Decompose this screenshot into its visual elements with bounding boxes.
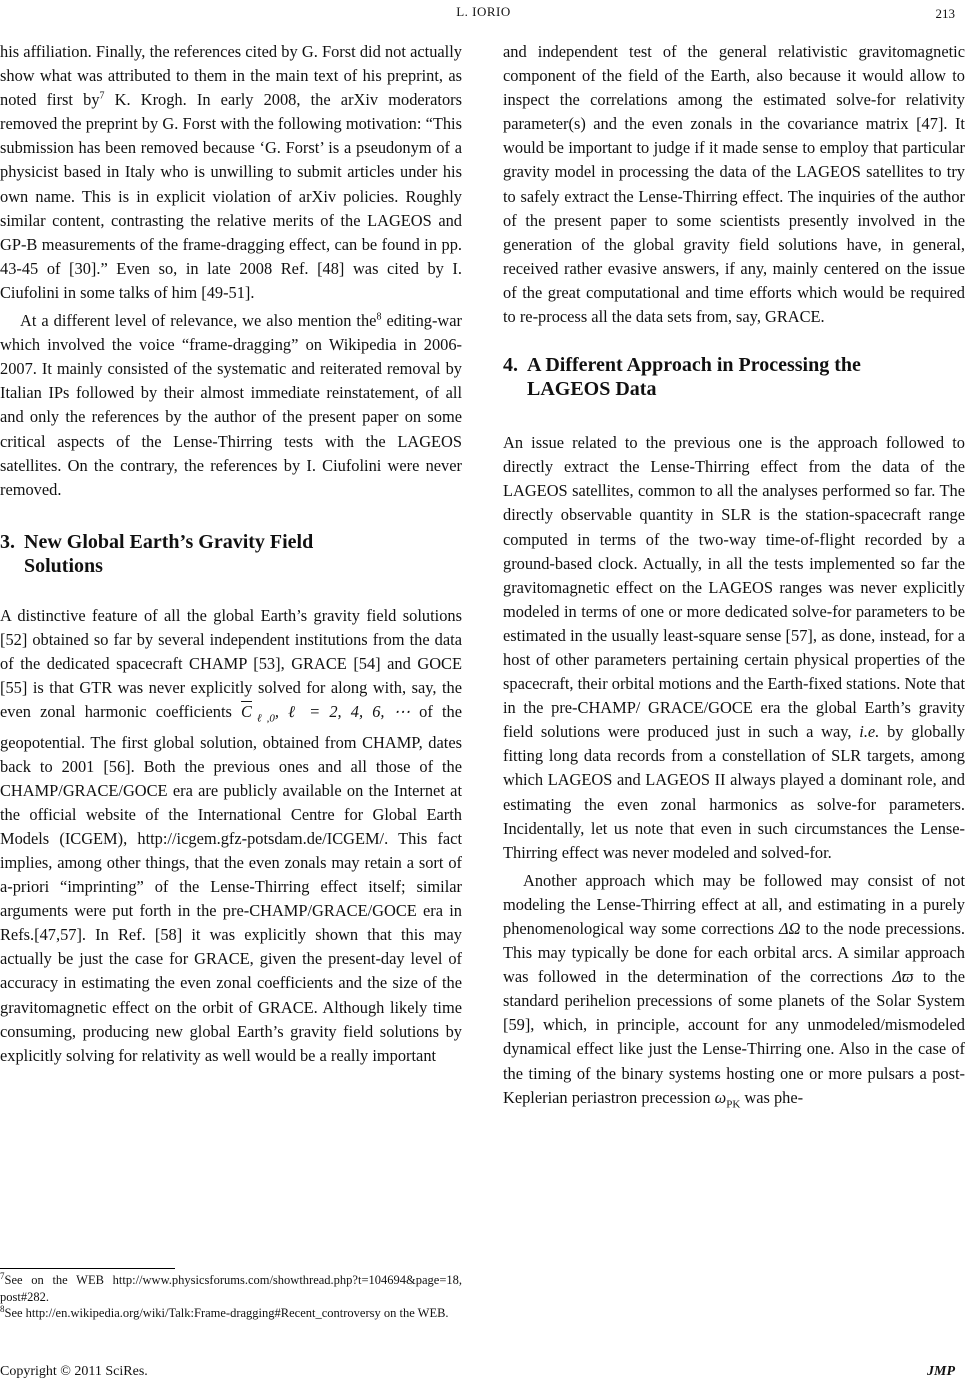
section-heading: 3. New Global Earth’s Gravity Field Solutions [0,530,314,577]
footnote-ref[interactable]: 8 [376,311,382,323]
paragraph: An issue related to the previous one is the approach followed to directly extract the Lense-Thirring effect from the data of the LAGEOS satellites, common to all the analyses performed so far. The directly observable quantity in SLR is the station-spacecraft range computed in terms of the two-way time-of-flight recorded by a ground-based clock. Actually, in all the tests implemented so far the gravitomagnetic effect on the LAGEOS ranges was never explicitly modeled in terms of one or more dedicated solve-for parameters to be estimated in the usually least-square sense [57], as done, instead, for a host of other parameters pertaining certain physical properties of the spacecraft, their orbital motions and the Earth-fixed stations. Note that in the pre-CHAMP/ GRACE/GOCE era the global Earth’s gravity field solutions were produced just in such a way, i.e. by globally fitting long data records from a constellation of SLR targets, among which LAGEOS and LAGEOS II always played a dominant role, and estimating the even zonal harmonics as solve-for parameters. Incidentally, let us note that even in such circumstances the Lense-Thirring effect was never modeled and solved-for. [503,433,965,862]
section-heading: 4. A Different Approach in Processing the LAGEOS Data [503,354,861,401]
paragraph: Another approach which may be followed may consist of not modeling the Lense-Thirring effect at all, and estimating in a purely phenomenological way some corrections ΔΩ to the node precessions. This may typically be done for each orbital arcs. A similar approach was followed in the determination of the corrections Δϖ to the standard perihelion precessions of some planets of the Solar System [59], which, in principle, account for any unmodeled/mismodeled dynamical effect like just the Lense-Thirring one. Also in the case of the timing of the binary systems hosting one or more pulsars a post-Keplerian periastron precession $\omega_{PK}$ was phe- [503,870,966,1110]
math-omega-pk: $\omega_{PK}$ [714,1087,741,1110]
paragraph: and independent test of the general relativistic gravitomagnetic component of the field of the Earth, also because it would allow to inspect the correlations among the estimated solve-for relativity parameter(s) and the even zonals in the covariance matrix [47]. It would be important to judge if it made sense to employ that particular gravity model in processing the data of the LAGEOS satellites to try to safely extract the Lense-Thirring effect. The inquiries of the author of the present paper to some scientists presently involved in the generation of the global gravity field solutions have, in general, received rather evasive answers, if any, mainly centered on the issue of the great computational and time efforts which would be required to re-process all the data sets from, say, GRACE. [503,42,965,327]
footnote-8: $^8$See http://en.wikipedia.org/wiki/Talk:Frame-dragging#Recent_controversy on the WEB. [0,1303,449,1320]
left-column [0,40,462,1068]
paragraph: his affiliation. Finally, the references cited by G. Forst did not actually show what was attributed to them in the main text of his preprint, as noted first $by^7$ K. Krogh. In early 2008, the arXiv moderators removed the preprint by G. Forst with the following motivation: “This submission has been removed because ‘G. Forst’ is a pseudonym of a physicist based in Italy who is unwilling to submit articles under his own name. This is in explicit violation of arXiv policies. Roughly similar content, contrasting the relative merits of the LAGEOS and GP-B measurements of the frame-dragging effect, can be found in pp. 43-45 of [30].” Even so, in late 2008 Ref. [48] was cited by I. Ciufolini in some talks of him [49-51]. [0,42,463,302]
running-head: L. IORIO [456,4,511,19]
footnote-7: $^7$See on the WEB http://www.physicsforums.com/showthread.php?t=104694&page=18, post#282. [0,1270,462,1304]
footnotes [0,1272,462,1322]
math-delta-varpi: Δϖ [892,967,914,987]
math-expression: $\overline{C}_{\ell,0}$, ℓ = 2, 4, 6, ⋯ [241,702,411,725]
footnote-ref[interactable]: 7 [99,90,105,102]
right-column [503,40,965,1116]
paragraph: At a different level of relevance, we also mention the$^8$ editing-war which involved the voice “frame-dragging” on Wikipedia in 2006-2007. It mainly consisted of the systematic and reiterated removal by Italian IPs followed by their almost immediate reinstatement, of all and only the references by the author of the present paper on some critical aspects of the Lense-Thirring tests with the LAGEOS satellites. On the contrary, the references by I. Ciufolini were never removed. [0,311,462,499]
paragraph: A distinctive feature of all the global Earth’s gravity field solutions [52] obtained so far by several independent institutions from the data of the dedicated spacecraft CHAMP [53], GRACE [54] and GOCE [55] is that GTR was never explicitly solved for along with, say, the even zonal harmonic coefficients $\overline{C}_{\ell,0}$, ℓ = 2, 4, 6, ⋯ of the geopotential. The first global solution, obtained from CHAMP, dates back to 2001 [56]. Both the previous ones and all those of the CHAMP/GRACE/GOCE era are publicly available on the Internet at the official website of the International Centre for Global Earth Models (ICGEM), http://icgem.gfz-potsdam.de/ICGEM/. This fact implies, among other things, that the even zonals may retain a sort of a-priori “imprinting” of the Lense-Thirring effect itself; similar arguments were put forth in the pre-CHAMP/GRACE/GOCE era in Refs.[47,57]. In Ref. [58] it was explicitly shown that this may actually be just the case for GRACE, given the present-day level of accuracy in estimating the even zonal coefficients and the size of the gravitomagnetic effect on the orbit of GRACE. Although likely time consuming, producing new global Earth’s gravity field solutions by explicitly solving for relativity as well would be a really important [0,605,463,1065]
copyright: Copyright © 2011 SciRes. [0,1364,148,1379]
journal-abbrev: JMP [927,1364,955,1379]
math-delta-omega: ΔΩ [779,919,801,938]
page-number: 213 [935,6,955,21]
footnote-rule [0,1268,175,1269]
